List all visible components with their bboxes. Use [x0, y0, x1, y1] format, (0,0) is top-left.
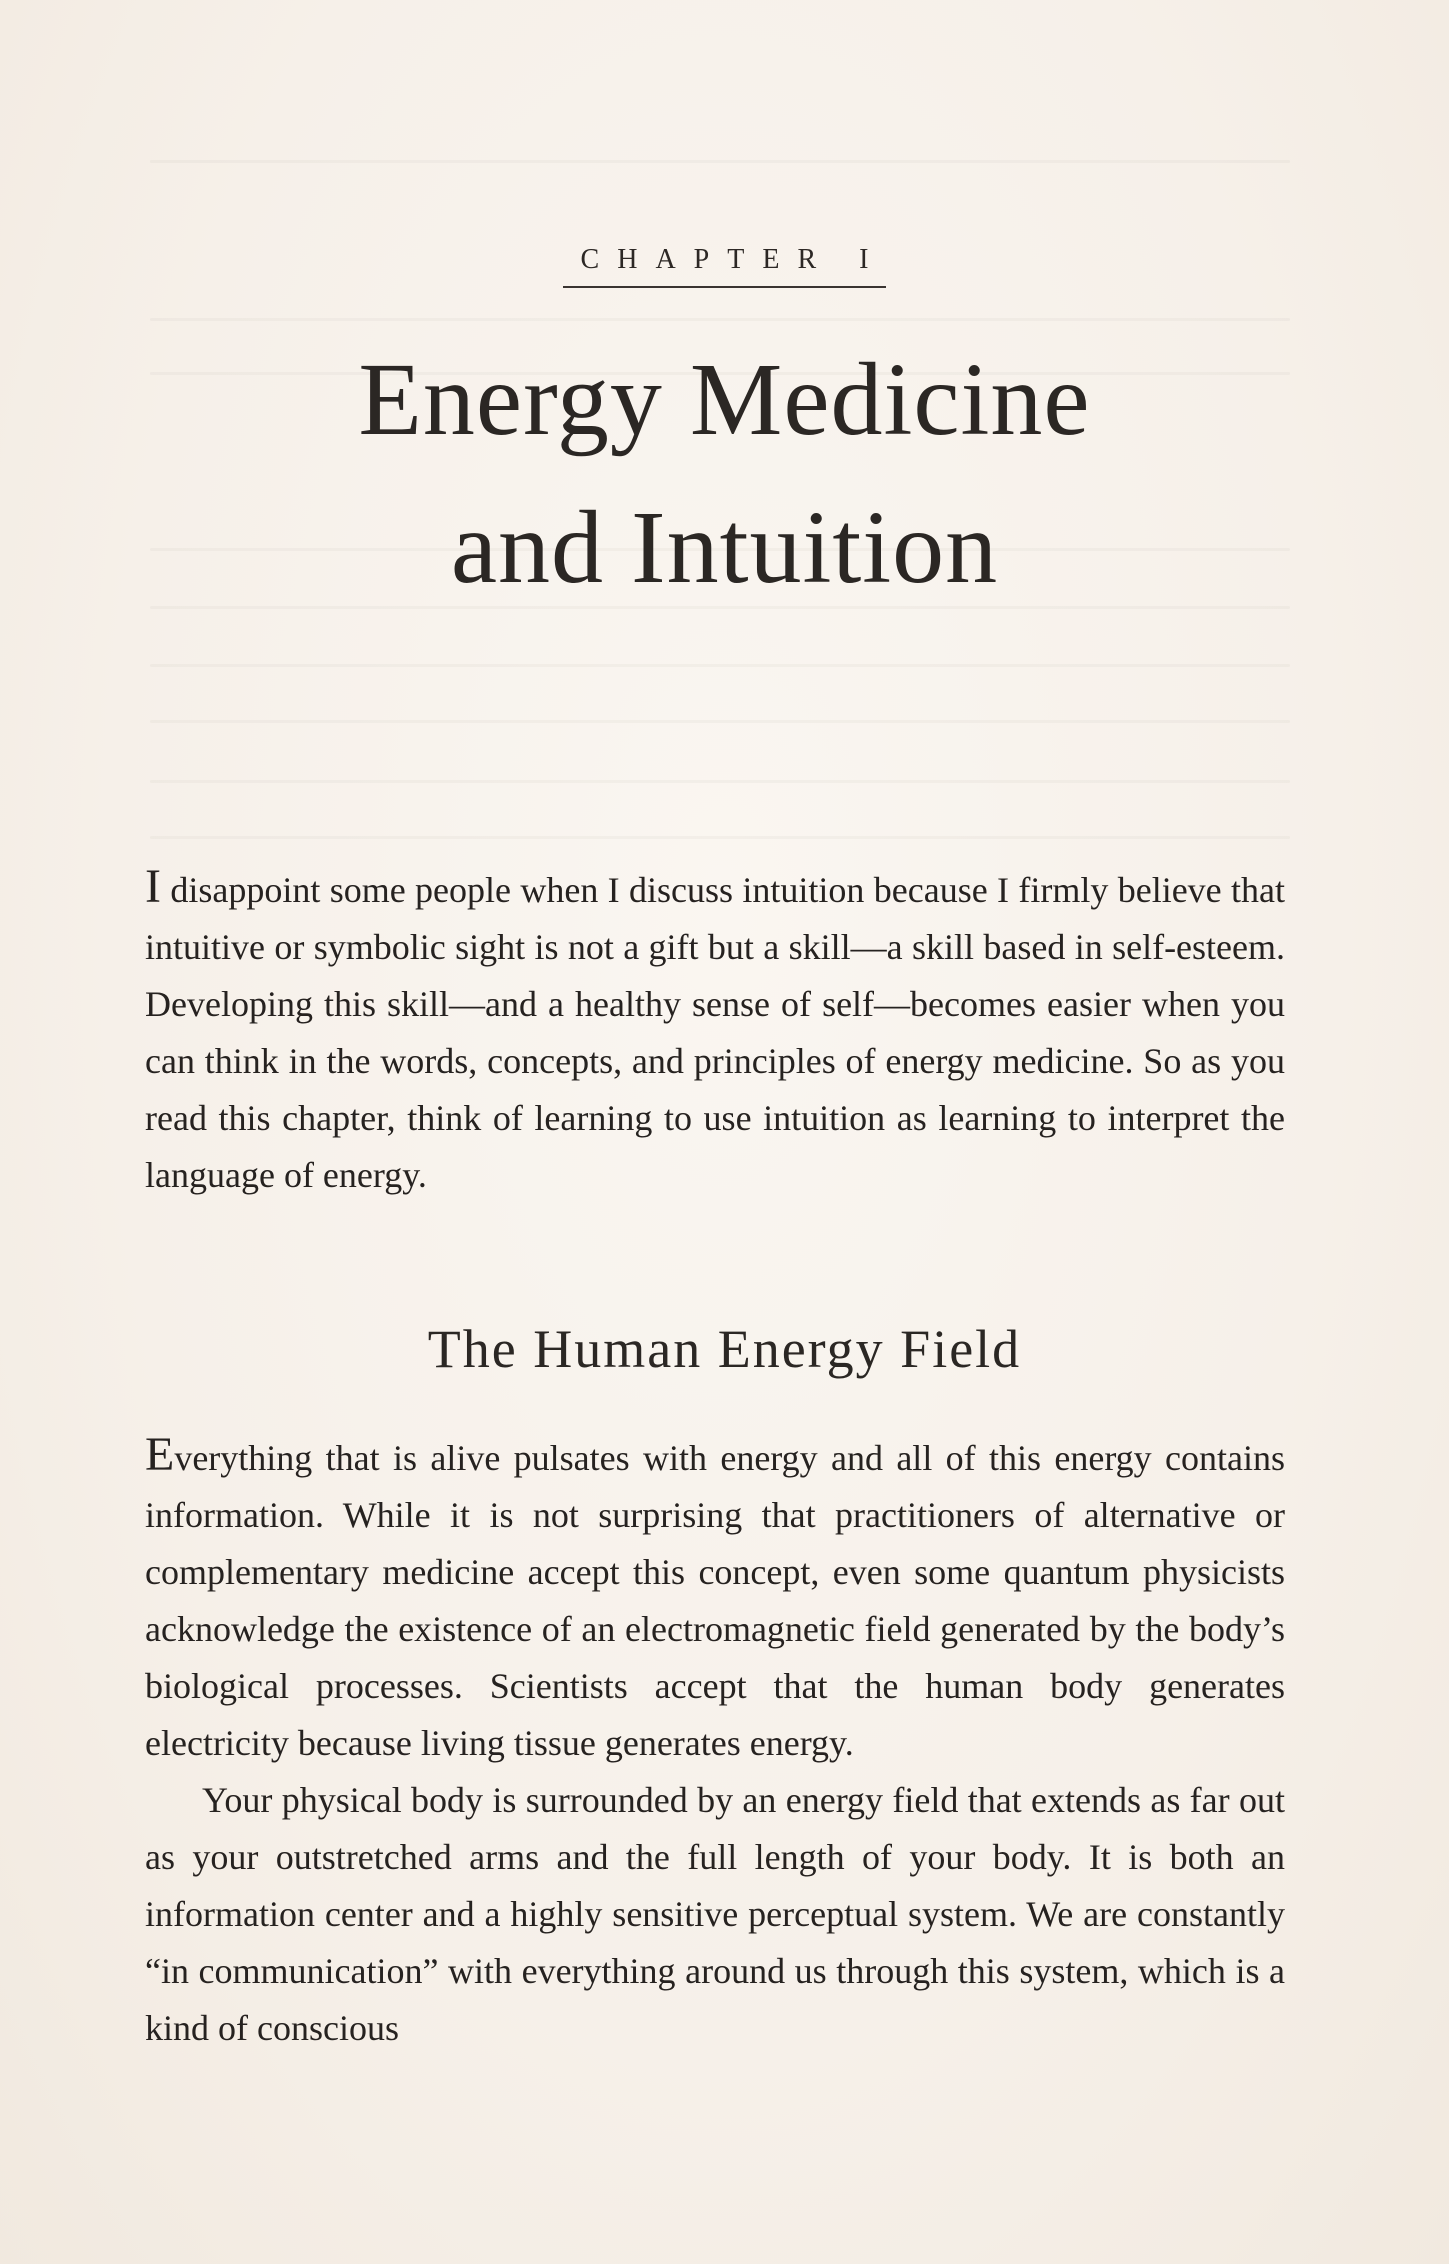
bleed-through-line: [150, 160, 1290, 163]
section-heading: The Human Energy Field: [427, 1319, 1022, 1379]
chapter-title: [0, 326, 1449, 622]
section-first-letter: E: [145, 1428, 175, 1481]
section-paragraph-1-text: verything that is alive pulsates with energy and all of this energy contains information. While it is not surprising that practitioners of alternative or complementary medicine accept this concept, even some quantum physicists acknowledge the existence of an electromagnetic field generated by the body’s biological processes. Scientists accept that the human body generates electricity because living tissue generates energy.: [145, 1438, 1285, 1763]
intro-paragraph: [145, 862, 1285, 1204]
bleed-through-line: [150, 836, 1290, 839]
section-body: [145, 1430, 1285, 2057]
bleed-through-line: [150, 664, 1290, 667]
chapter-label: CHAPTER I: [563, 244, 887, 288]
chapter-title-line-2: and Intuition: [450, 490, 999, 605]
section-paragraph-1: [145, 1430, 1285, 1772]
chapter-header: [0, 244, 1449, 622]
bleed-through-line: [150, 780, 1290, 783]
intro-first-letter: I: [145, 860, 161, 913]
section-paragraph-2: Your physical body is surrounded by an energy field that extends as far out as your outstretched arms and the full length of your body. It is both an information center and a highly sensitive perceptual system. We are constantly “in communication” with everything around us through this system, which is a kind of conscious: [145, 1780, 1285, 2048]
chapter-title-line-1: Energy Medicine: [358, 342, 1091, 457]
intro-text: disappoint some people when I discuss intuition because I firmly believe that intuitive or symbolic sight is not a gift but a skill—a skill based in self-esteem. Developing this skill—and a healthy sense of self—becomes easier when you can think in the words, concepts, and principles of energy medicine. So as you read this chapter, think of learning to use intuition as learning to interpret the language of energy.: [145, 870, 1285, 1195]
bleed-through-line: [150, 720, 1290, 723]
